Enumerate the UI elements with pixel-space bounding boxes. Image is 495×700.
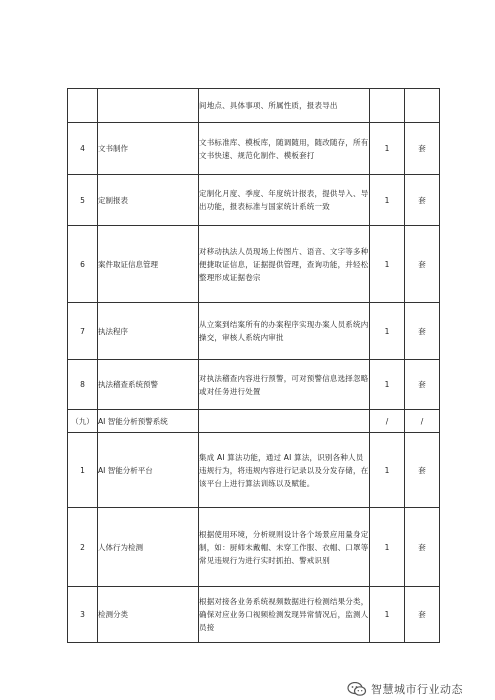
item-unit: 套 xyxy=(405,587,440,643)
item-description: 根据使用环境，分析规则设计各个场景应用量身定制，如：厨师未戴帽、未穿工作服、衣帽、口罩等常见违规行为进行实时抓拍、警戒识别 xyxy=(199,508,370,587)
item-description: 根据对接各业务系统视频数据进行检测结果分类，确保对应业务口视频检测发现异常情况后，监测人员接 xyxy=(199,587,370,643)
item-description: 定制化月度、季度、年度统计报表，提供导入、导出功能，报表标准与国家统计系统一致 xyxy=(199,175,370,226)
wechat-icon xyxy=(347,682,367,696)
item-name: 案件取证信息管理 xyxy=(98,226,199,303)
item-name: 执法程序 xyxy=(98,303,199,360)
row-index: 4 xyxy=(68,123,98,175)
watermark-text: 智慧城市行业动态 xyxy=(371,683,463,696)
item-quantity: 1 xyxy=(370,226,405,303)
item-quantity: 1 xyxy=(370,508,405,587)
section-index: （九） xyxy=(68,410,98,433)
section-title: AI 智能分析预警系统 xyxy=(98,410,199,433)
item-name: AI 智能分析平台 xyxy=(98,433,199,508)
row-index: 8 xyxy=(68,360,98,410)
table-row xyxy=(68,175,440,226)
item-description xyxy=(199,410,370,433)
table-row xyxy=(68,123,440,175)
item-name: 执法稽查系统预警 xyxy=(98,360,199,410)
table-row xyxy=(68,360,440,410)
item-unit: 套 xyxy=(405,433,440,508)
row-index xyxy=(68,89,98,123)
item-quantity: 1 xyxy=(370,303,405,360)
item-unit: 套 xyxy=(405,508,440,587)
section-header-row xyxy=(68,410,440,433)
table-row xyxy=(68,433,440,508)
item-unit: 套 xyxy=(405,360,440,410)
item-name: 检测分类 xyxy=(98,587,199,643)
item-name xyxy=(98,89,199,123)
table-row xyxy=(68,226,440,303)
item-name: 定制报表 xyxy=(98,175,199,226)
item-unit xyxy=(405,89,440,123)
item-quantity: 1 xyxy=(370,360,405,410)
table-row xyxy=(68,303,440,360)
item-unit: 套 xyxy=(405,175,440,226)
item-quantity: 1 xyxy=(370,175,405,226)
item-name: 文书制作 xyxy=(98,123,199,175)
item-description: 文书标准库、模板库，随调随用，随改随存，所有文书快速、规范化制作、模板套打 xyxy=(199,123,370,175)
item-quantity: 1 xyxy=(370,123,405,175)
table-row xyxy=(68,508,440,587)
item-quantity: 1 xyxy=(370,587,405,643)
item-quantity xyxy=(370,89,405,123)
item-name: 人体行为检测 xyxy=(98,508,199,587)
item-quantity: / xyxy=(370,410,405,433)
row-index: 5 xyxy=(68,175,98,226)
row-index: 7 xyxy=(68,303,98,360)
item-unit: 套 xyxy=(405,226,440,303)
row-index: 1 xyxy=(68,433,98,508)
item-description: 从立案到结案所有的办案程序实现办案人员系统内操交，审核人系统内审批 xyxy=(199,303,370,360)
wechat-watermark xyxy=(347,680,463,698)
item-description: 集成 AI 算法功能，通过 AI 算法，识别各种人员违规行为，将违规内容进行记录以及分发存储，在该平台上进行算法训练以及赋能。 xyxy=(199,433,370,508)
equipment-spec-table xyxy=(67,88,440,643)
item-unit: 套 xyxy=(405,123,440,175)
item-quantity: 1 xyxy=(370,433,405,508)
row-index: 2 xyxy=(68,508,98,587)
table-row xyxy=(68,587,440,643)
item-unit: / xyxy=(405,410,440,433)
item-description: 对移动执法人员现场上传图片、语音、文字等多种便捷取证信息，证据提供管理，查询功能，并轻松整理形成证据卷宗 xyxy=(199,226,370,303)
item-description: 对执法稽查内容进行预警，可对预警信息选择忽略或对任务进行处置 xyxy=(199,360,370,410)
row-index: 6 xyxy=(68,226,98,303)
row-index: 3 xyxy=(68,587,98,643)
table-row xyxy=(68,89,440,123)
item-unit: 套 xyxy=(405,303,440,360)
item-description: 间地点、具体事项、所属性质，报表导出 xyxy=(199,89,370,123)
